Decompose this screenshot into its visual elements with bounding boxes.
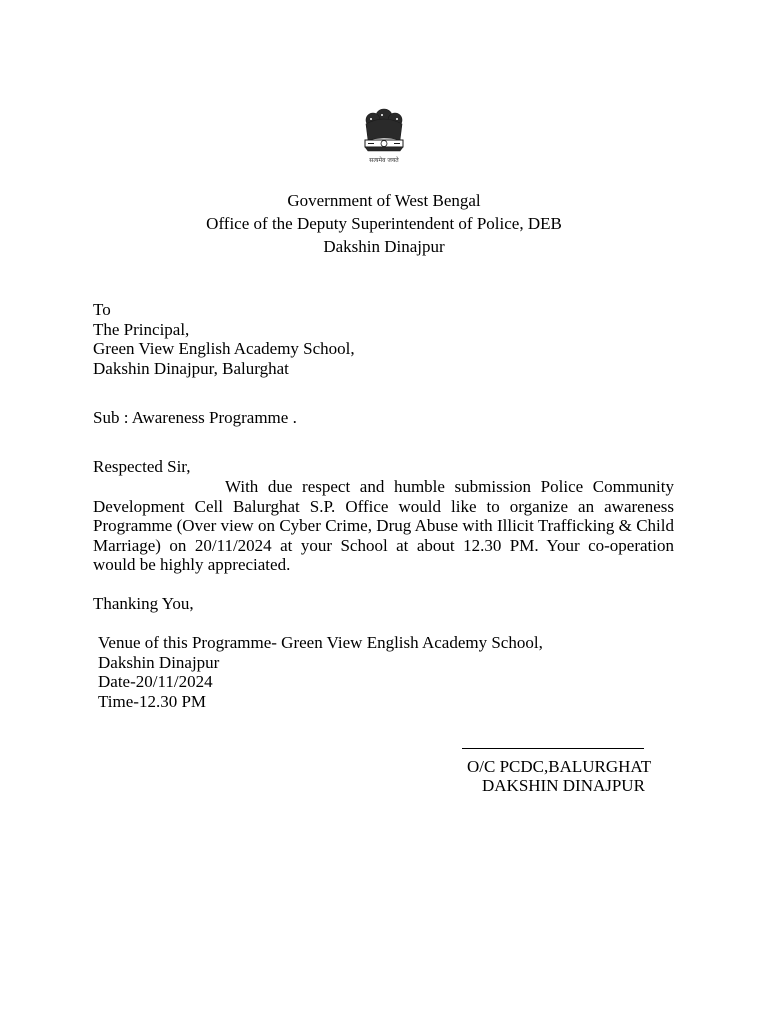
subject-line: Sub : Awareness Programme .: [93, 408, 297, 427]
header-office: Office of the Deputy Superintendent of Police, DEB: [206, 214, 562, 233]
venue-line: Venue of this Programme- Green View English Academy School,: [98, 633, 543, 652]
body-paragraph: With due respect and humble submission Police Community Development Cell Balurghat S.P. Office would like to organize an awareness Programme (Over view on Cyber Crime, Drug Abuse with Illicit Trafficking & Child Marriage) on 20/11/2024 at your School at about 12.30 PM. Your co-operation would be highly appreciated.: [93, 477, 674, 575]
header-government: Government of West Bengal: [287, 191, 481, 210]
signature-line: [462, 748, 644, 749]
date-line: Date-20/11/2024: [98, 672, 213, 691]
time-line: Time-12.30 PM: [98, 692, 207, 711]
header-district: Dakshin Dinajpur: [323, 237, 445, 256]
closing: Thanking You,: [93, 594, 194, 613]
signature-district: DAKSHIN DINAJPUR: [482, 776, 645, 795]
venue-place: Dakshin Dinajpur: [98, 653, 220, 672]
emblem-caption: सत्यमेव जयते: [369, 157, 399, 164]
address-recipient: The Principal,: [93, 320, 190, 339]
national-emblem-icon: [356, 106, 412, 166]
address-to: To: [93, 300, 111, 319]
address-location: Dakshin Dinajpur, Balurghat: [93, 359, 289, 378]
signature-title: O/C PCDC,BALURGHAT: [467, 757, 652, 776]
address-school: Green View English Academy School,: [93, 339, 355, 358]
salutation: Respected Sir,: [93, 457, 191, 476]
